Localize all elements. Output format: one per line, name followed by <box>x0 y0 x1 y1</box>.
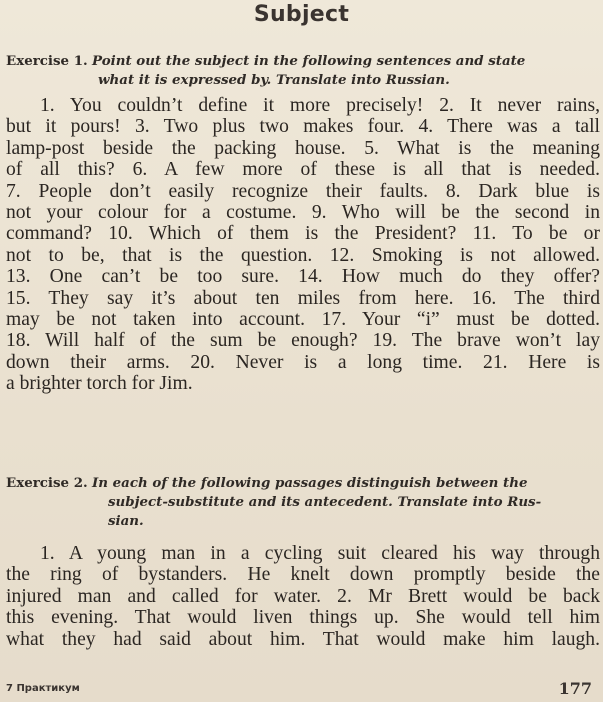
text-line: 7. People don’t easily recognize their faults. 8. Dark blue is <box>6 180 600 202</box>
exercise-1-instruction-line: what it is expressed by. Translate into Russian. <box>98 72 450 88</box>
text-line: not your colour for a costume. 9. Who will be the second in <box>6 202 600 224</box>
signature-mark: 7 Практикум <box>6 683 80 694</box>
exercise-2-instruction-line: In each of the following passages distinguish between the <box>91 475 528 491</box>
text-line: 1. A young man in a cycling suit cleared his way through <box>40 543 600 564</box>
exercise-1-heading <box>6 52 600 90</box>
exercise-2-instruction-line: sian. <box>108 513 144 529</box>
exercise-2-text <box>6 543 600 650</box>
text-line: of all this? 6. A few more of these is all that is needed. <box>6 159 600 181</box>
text-line: but it pours! 3. Two plus two makes four. 4. There was a tall <box>6 116 600 138</box>
text-line: down their arms. 20. Never is a long time. 21. Here is <box>6 351 600 373</box>
text-line: a brighter torch for Jim. <box>6 373 193 395</box>
text-line: 13. One can’t be too sure. 14. How much do they offer? <box>6 266 600 288</box>
exercise-2-label: Exercise 2. <box>6 475 88 491</box>
exercise-1-label: Exercise 1. <box>6 53 88 69</box>
text-line: the ring of bystanders. He knelt down promptly beside the <box>6 564 600 586</box>
text-line: not to be, that is the question. 12. Smoking is not allowed. <box>6 244 600 266</box>
exercise-1-text <box>6 95 600 395</box>
page-number: 177 <box>558 679 592 698</box>
text-line: injured man and called for water. 2. Mr Brett would be back <box>6 585 600 607</box>
page-title: Subject <box>253 2 350 27</box>
text-line: command? 10. Which of them is the President? 11. To be or <box>6 223 600 245</box>
text-line: lamp-post beside the packing house. 5. What is the meaning <box>6 137 600 159</box>
text-line: what they had said about him. That would make him laugh. <box>6 628 600 650</box>
exercise-2-heading <box>6 474 600 531</box>
text-line: 18. Will half of the sum be enough? 19. The brave won’t lay <box>6 330 600 352</box>
text-line: may be not taken into account. 17. Your “i” must be dotted. <box>6 309 600 331</box>
exercise-2-instruction-line: subject-substitute and its antecedent. Translate into Rus- <box>108 494 542 510</box>
text-line: 15. They say it’s about ten miles from here. 16. The third <box>6 287 600 309</box>
exercise-1-instruction-line: Point out the subject in the following sentences and state <box>91 53 526 69</box>
text-line: this evening. That would liven things up. She would tell him <box>6 607 600 629</box>
text-line: 1. You couldn’t define it more precisely! 2. It never rains, <box>40 95 600 116</box>
